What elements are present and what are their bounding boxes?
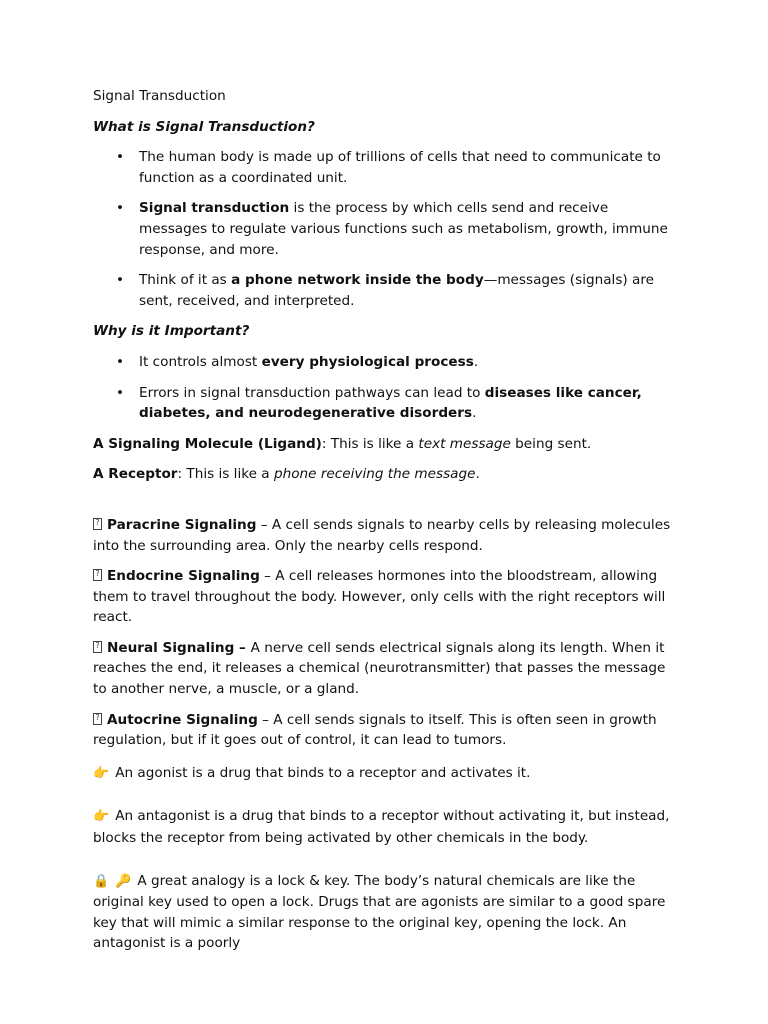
pointing-hand-icon: 👉 [93, 765, 110, 781]
antagonist-text: An antagonist is a drug that binds to a receptor without activating it, but instead, blocks the receptor from being activated by other chemicals in the body. [93, 808, 670, 847]
missing-glyph-icon [93, 713, 102, 725]
signaling-type-name: Endocrine Signaling [107, 568, 260, 585]
what-heading: What is Signal Transduction? [93, 118, 315, 135]
list-item-text: The human body is made up of trillions of cells that need to communicate to function as a coordinated unit. [139, 149, 661, 186]
missing-glyph-icon [93, 569, 102, 581]
document-title: Signal Transduction [93, 88, 226, 104]
signaling-description: – A cell sends signals to itself. This is often seen in growth regulation, but if it goes out of control, it can lead to tumors. [93, 711, 657, 749]
bullet-icon: • [116, 272, 125, 289]
signaling-description: A nerve cell sends electrical signals along its length. When it reaches the end, it releases a chemical (neurotransmitter) that passes the message to another nerve, a muscle, or a gland. [93, 639, 666, 698]
ligand-italic: text message [418, 435, 511, 452]
ligand-text-end: being sent. [510, 435, 592, 452]
analogy-paragraph [93, 871, 678, 954]
document-page [93, 86, 678, 954]
list-item [116, 383, 678, 424]
list-item [116, 147, 678, 188]
agonist-text: An agonist is a drug that binds to a receptor and activates it. [115, 764, 531, 781]
signaling-description: – A cell releases hormones into the bloodstream, allowing them to travel throughout the body. However, only cells with the right receptors will react. [93, 568, 666, 626]
signaling-type-name: Neural Signaling – [107, 639, 251, 656]
spacer [93, 495, 678, 515]
list-item-text: . [473, 353, 479, 370]
what-bullet-list [93, 147, 678, 311]
key-icon: 🔑 [115, 873, 132, 889]
analogy-text: A great analogy is a lock & key. The body’s natural chemicals are like the original key used to open a lock. Drugs that are agonists are similar to a good spare key that will mimic a similar response to the original key, opening the lock. An antagonist is a poorly [93, 872, 666, 952]
pointing-hand-icon: 👉 [93, 809, 110, 825]
missing-glyph-icon [93, 518, 102, 530]
bullet-icon: • [116, 149, 125, 166]
autocrine-paragraph [93, 710, 678, 751]
lock-icon: 🔒 [93, 873, 110, 889]
endocrine-paragraph [93, 566, 678, 628]
list-item-text: It controls almost [139, 353, 262, 370]
signaling-type-name: Paracrine Signaling [107, 516, 257, 533]
receptor-text-end: . [475, 466, 480, 483]
list-item-bold-text: every physiological process [261, 353, 474, 370]
ligand-term: A Signaling Molecule (Ligand) [93, 435, 322, 452]
paracrine-paragraph [93, 515, 678, 556]
receptor-italic: phone receiving the message [273, 466, 476, 483]
list-item-text: —messages (signals) are sent, received, and interpreted. [139, 272, 655, 309]
list-item-bold-text: a phone network inside the body [231, 272, 484, 289]
bullet-icon: • [116, 384, 125, 401]
list-item-bold-text: Signal transduction [139, 200, 290, 217]
bullet-icon: • [116, 200, 125, 217]
list-item-text: . [472, 405, 477, 422]
list-item [116, 270, 678, 311]
ligand-text: : This is like a [321, 435, 419, 452]
list-item-text: is the process by which cells send and receive messages to regulate various functions such as metabolism, growth, immune response, and more. [139, 200, 668, 258]
list-item-text: Think of it as [139, 272, 232, 289]
list-item-text: Errors in signal transduction pathways can lead to [139, 384, 485, 401]
why-bullet-list [93, 352, 678, 424]
signaling-description: – A cell sends signals to nearby cells by releasing molecules into the surrounding area. Only the nearby cells respond. [93, 516, 671, 554]
agonist-paragraph [93, 763, 678, 785]
neural-paragraph [93, 638, 678, 700]
antagonist-paragraph [93, 806, 678, 848]
signaling-type-name: Autocrine Signaling [107, 711, 258, 728]
list-item-bold-text: diseases like cancer, diabetes, and neurodegenerative disorders [139, 384, 642, 422]
receptor-definition [93, 464, 678, 485]
list-item [116, 198, 678, 260]
receptor-term: A Receptor [93, 466, 178, 483]
ligand-definition [93, 434, 678, 455]
bullet-icon: • [116, 353, 125, 370]
receptor-text: : This is like a [177, 466, 274, 483]
why-heading: Why is it Important? [93, 323, 250, 340]
list-item [116, 352, 678, 373]
missing-glyph-icon [93, 641, 102, 653]
